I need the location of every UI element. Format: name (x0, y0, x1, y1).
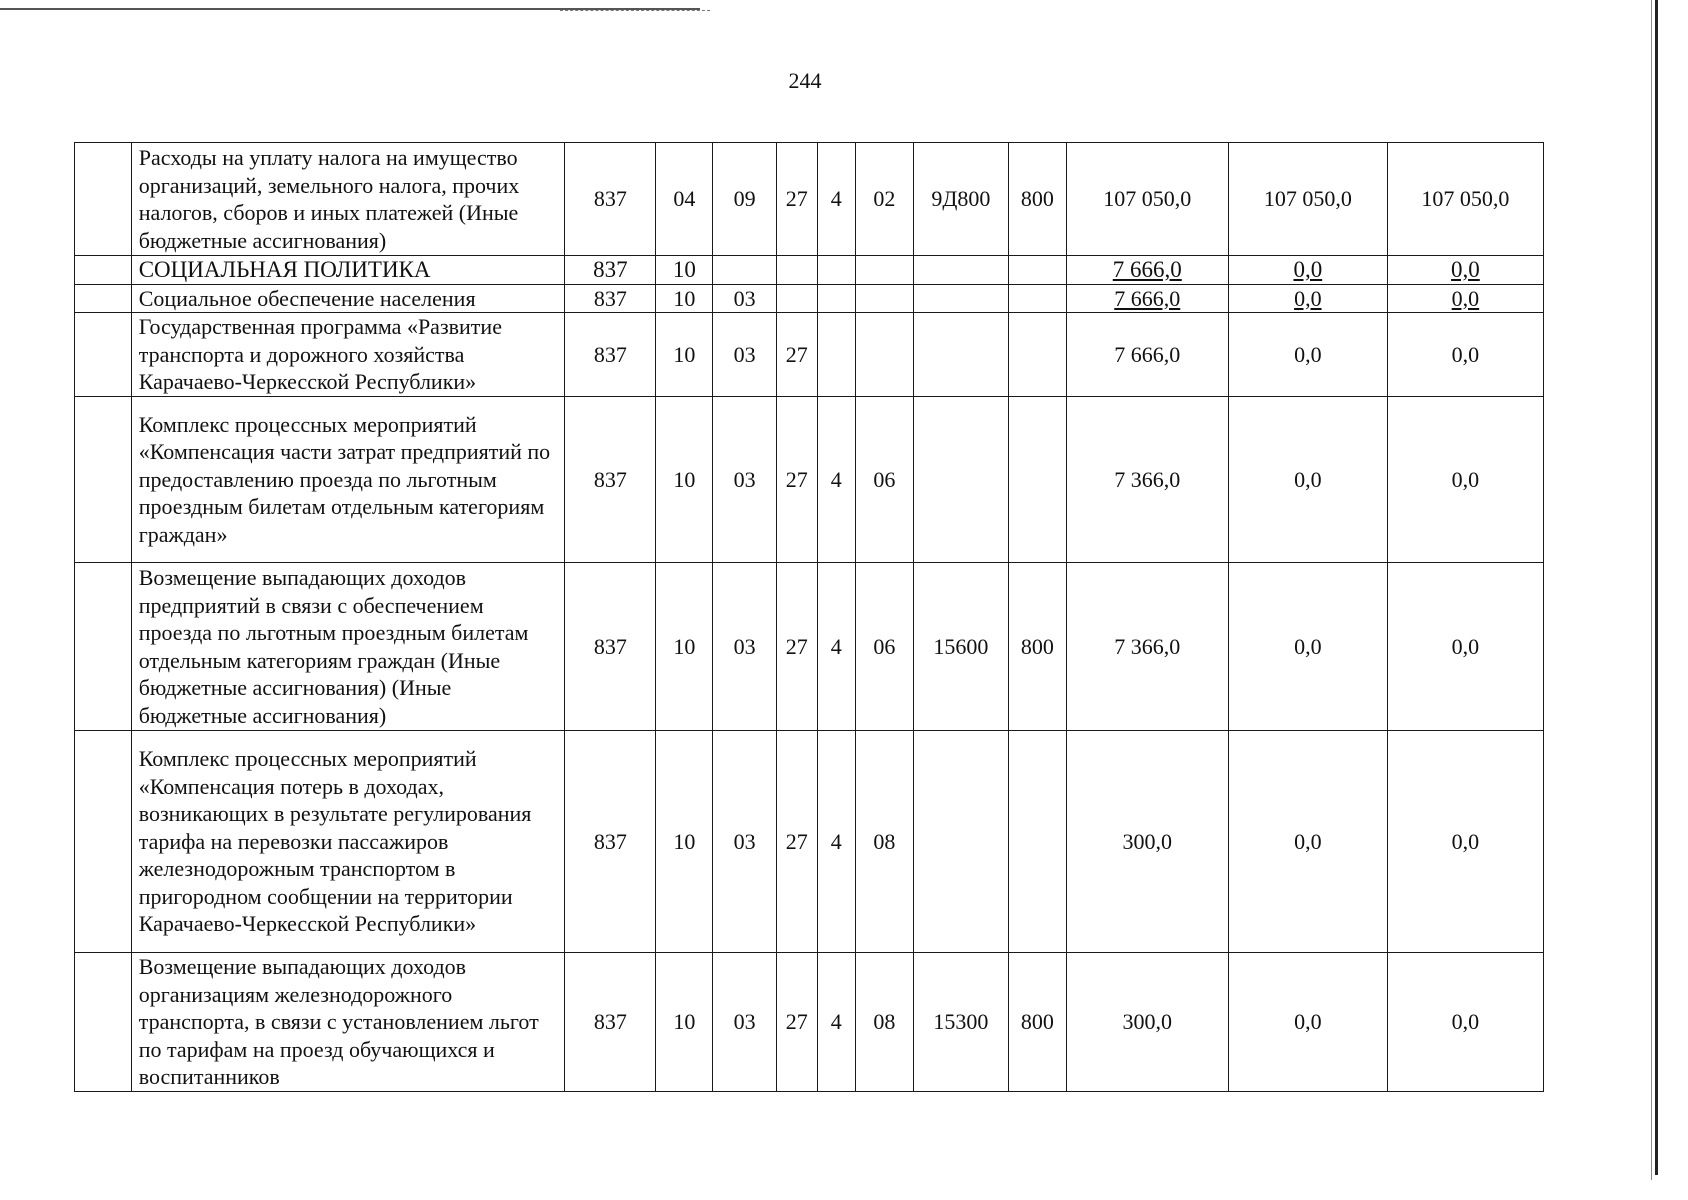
page-number: 244 (788, 68, 822, 93)
dir-cell: 15600 (913, 563, 1008, 731)
dir-cell: 15300 (913, 953, 1008, 1092)
sum-year3-cell: 0,0 (1387, 313, 1543, 397)
dir-cell (913, 397, 1008, 563)
row-name: СОЦИАЛЬНАЯ ПОЛИТИКА (131, 256, 565, 285)
sum-year3-cell: 0,0 (1387, 397, 1543, 563)
me-cell (856, 284, 914, 313)
row-marker-cell (75, 313, 132, 397)
row-name: Комплекс процессных мероприятий «Компенсация части затрат предприятий по предоставлению проезда по льготным проездным билетам отдельным категориям граждан» (131, 397, 565, 563)
dir-cell (913, 731, 1008, 953)
sum-year1-cell: 300,0 (1066, 731, 1228, 953)
row-name: Комплекс процессных мероприятий «Компенсация потерь в доходах, возникающих в результате регулирования тарифа на перевозки пассажиров железнодорожным транспортом в пригородном сообщении на территории Карачаево-Черкесской Республики» (131, 731, 565, 953)
sum-year3-cell: 0,0 (1387, 284, 1543, 313)
gp-cell: 27 (777, 953, 818, 1092)
pr-cell: 03 (713, 397, 777, 563)
rz-cell: 10 (656, 563, 713, 731)
sub-cell: 4 (817, 731, 855, 953)
sum-year2-cell: 0,0 (1228, 953, 1387, 1092)
sub-cell: 4 (817, 143, 855, 256)
row-name: Возмещение выпадающих доходов предприятий в связи с обеспечением проезда по льготным проездным билетам отдельным категориям граждан (Иные бюджетные ассигнования) (Иные бюджетные ассигнования) (131, 563, 565, 731)
me-cell: 06 (856, 563, 914, 731)
table-row (75, 143, 1544, 256)
rz-cell: 10 (656, 256, 713, 285)
sum-year2-cell: 0,0 (1228, 397, 1387, 563)
table-row (75, 563, 1544, 731)
row-marker-cell (75, 563, 132, 731)
sum-year3-cell: 107 050,0 (1387, 143, 1543, 256)
me-cell: 08 (856, 953, 914, 1092)
table-row (75, 313, 1544, 397)
sum-year2-cell: 0,0 (1228, 313, 1387, 397)
sum-year2-cell: 107 050,0 (1228, 143, 1387, 256)
scan-edge-right-inner (1651, 0, 1652, 1180)
sub-cell (817, 284, 855, 313)
me-cell: 02 (856, 143, 914, 256)
grbs-cell: 837 (565, 313, 656, 397)
gp-cell: 27 (777, 313, 818, 397)
sum-year1-cell: 300,0 (1066, 953, 1228, 1092)
dir-cell (913, 313, 1008, 397)
row-marker-cell (75, 953, 132, 1092)
sub-cell: 4 (817, 953, 855, 1092)
sub-cell (817, 256, 855, 285)
me-cell: 06 (856, 397, 914, 563)
row-marker-cell (75, 256, 132, 285)
sum-year1-cell: 7 366,0 (1066, 563, 1228, 731)
sum-year1-cell: 7 366,0 (1066, 397, 1228, 563)
table-row (75, 731, 1544, 953)
row-marker-cell (75, 284, 132, 313)
grbs-cell: 837 (565, 256, 656, 285)
gp-cell: 27 (777, 143, 818, 256)
me-cell (856, 256, 914, 285)
table-row (75, 256, 1544, 285)
vr-cell: 800 (1008, 143, 1066, 256)
sub-cell: 4 (817, 563, 855, 731)
vr-cell: 800 (1008, 953, 1066, 1092)
grbs-cell: 837 (565, 397, 656, 563)
pr-cell: 09 (713, 143, 777, 256)
grbs-cell: 837 (565, 953, 656, 1092)
vr-cell (1008, 731, 1066, 953)
pr-cell: 03 (713, 313, 777, 397)
sum-year2-cell: 0,0 (1228, 256, 1387, 285)
dir-cell: 9Д800 (913, 143, 1008, 256)
vr-cell (1008, 313, 1066, 397)
gp-cell: 27 (777, 563, 818, 731)
table-row (75, 397, 1544, 563)
sum-year3-cell: 0,0 (1387, 953, 1543, 1092)
row-name: Государственная программа «Развитие транспорта и дорожного хозяйства Карачаево-Черкесской Республики» (131, 313, 565, 397)
sub-cell (817, 313, 855, 397)
row-marker-cell (75, 397, 132, 563)
row-marker-cell (75, 143, 132, 256)
grbs-cell: 837 (565, 143, 656, 256)
budget-table (74, 142, 1544, 1092)
table-row (75, 284, 1544, 313)
grbs-cell: 837 (565, 731, 656, 953)
gp-cell (777, 256, 818, 285)
rz-cell: 10 (656, 313, 713, 397)
sum-year1-cell: 107 050,0 (1066, 143, 1228, 256)
rz-cell: 10 (656, 731, 713, 953)
pr-cell: 03 (713, 563, 777, 731)
gp-cell: 27 (777, 731, 818, 953)
vr-cell (1008, 284, 1066, 313)
sum-year2-cell: 0,0 (1228, 284, 1387, 313)
grbs-cell: 837 (565, 563, 656, 731)
row-name: Расходы на уплату налога на имущество организаций, земельного налога, прочих налогов, сборов и иных платежей (Иные бюджетные ассигнования) (131, 143, 565, 256)
rz-cell: 04 (656, 143, 713, 256)
sum-year3-cell: 0,0 (1387, 563, 1543, 731)
rz-cell: 10 (656, 284, 713, 313)
me-cell (856, 313, 914, 397)
sum-year1-cell: 7 666,0 (1066, 313, 1228, 397)
table-row (75, 953, 1544, 1092)
vr-cell (1008, 397, 1066, 563)
me-cell: 08 (856, 731, 914, 953)
sum-year1-cell: 7 666,0 (1066, 256, 1228, 285)
row-marker-cell (75, 731, 132, 953)
row-name: Социальное обеспечение населения (131, 284, 565, 313)
dir-cell (913, 284, 1008, 313)
scan-edge-top-dashed (560, 10, 710, 11)
sum-year2-cell: 0,0 (1228, 563, 1387, 731)
pr-cell (713, 256, 777, 285)
rz-cell: 10 (656, 953, 713, 1092)
pr-cell: 03 (713, 731, 777, 953)
row-name: Возмещение выпадающих доходов организациям железнодорожного транспорта, в связи с установлением льгот по тарифам на проезд обучающихся и воспитанников (131, 953, 565, 1092)
sub-cell: 4 (817, 397, 855, 563)
grbs-cell: 837 (565, 284, 656, 313)
pr-cell: 03 (713, 953, 777, 1092)
vr-cell (1008, 256, 1066, 285)
sum-year3-cell: 0,0 (1387, 256, 1543, 285)
pr-cell: 03 (713, 284, 777, 313)
gp-cell: 27 (777, 397, 818, 563)
sum-year1-cell: 7 666,0 (1066, 284, 1228, 313)
gp-cell (777, 284, 818, 313)
scan-edge-right (1655, 0, 1658, 1175)
rz-cell: 10 (656, 397, 713, 563)
sum-year3-cell: 0,0 (1387, 731, 1543, 953)
dir-cell (913, 256, 1008, 285)
sum-year2-cell: 0,0 (1228, 731, 1387, 953)
vr-cell: 800 (1008, 563, 1066, 731)
